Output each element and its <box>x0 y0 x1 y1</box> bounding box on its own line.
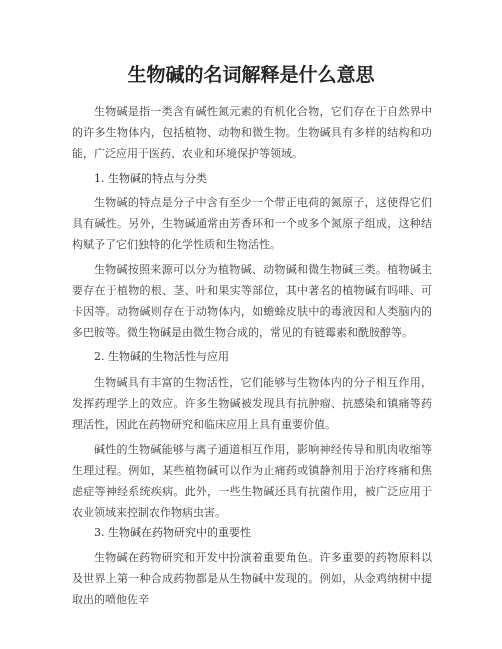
section-1-paragraph-1: 生物碱的特点是分子中含有至少一个带正电荷的氮原子，这使得它们具有碱性。另外，生物碱通常由芳香环和一个或多个氮原子组成，这种结构赋予了它们独特的化学性质和生物活性。 <box>72 196 432 251</box>
section-3-paragraph-1: 生物碱在药物研究和开发中扮演着重要角色。许多重要的药物原料以及世界上第一种合成药物都是从生物碱中发现的。例如，从金鸡纳树中提取出的喷他佐辛 <box>72 551 432 606</box>
section-2-paragraph-2: 碱性的生物碱能够与离子通道相互作用，影响神经传导和肌肉收缩等生理过程。例如，某些植物碱可以作为止痛药或镇静剂用于治疗疼痛和焦虑症等神经系统疾病。此外，一些生物碱还具有抗菌作用，被广泛应用于农业领域来控制农作物病虫害。 <box>72 443 432 519</box>
section-heading-1: 1. 生物碱的特点与分类 <box>94 172 207 185</box>
section-1-paragraph-2: 生物碱按照来源可以分为植物碱、动物碱和微生物碱三类。植物碱主要存在于植物的根、茎、叶和果实等部位，其中著名的植物碱有吗啡、可卡因等。动物碱则存在于动物体内，如蟾蜍皮肤中的毒液因和人类脑内的多巴胺等。微生物碱是由微生物合成的，常见的有链霉素和酰胺醇等。 <box>72 263 432 339</box>
page-title: 生物碱的名词解释是什么意思 <box>127 64 375 86</box>
section-heading-2: 2. 生物碱的生物活性与应用 <box>94 350 229 363</box>
section-heading-3: 3. 生物碱在药物研究中的重要性 <box>94 526 251 539</box>
section-2-paragraph-1: 生物碱具有丰富的生物活性，它们能够与生物体内的分子相互作用，发挥药理学上的效应。许多生物碱被发现具有抗肿瘤、抗感染和镇痛等药理活性，因此在药物研究和临床应用上具有重要价值。 <box>72 376 432 431</box>
intro-paragraph: 生物碱是指一类含有碱性氮元素的有机化合物，它们存在于自然界中的许多生物体内，包括植物、动物和微生物。生物碱具有多样的结构和功能，广泛应用于医药、农业和环境保护等领域。 <box>72 105 432 160</box>
